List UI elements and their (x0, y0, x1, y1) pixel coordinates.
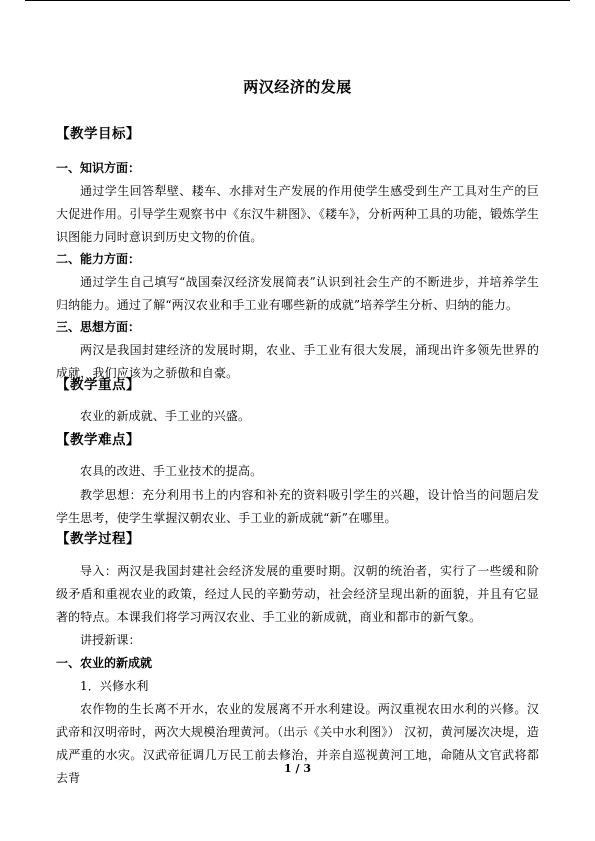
page-number: 1 / 3 (284, 762, 311, 775)
paragraph-irrigation: 农作物的生长离不开水，农业的发展离不开水利建设。两汉重视农田水利的兴修。汉武帝和汉明帝时，两次大规模治理黄河。（出示《关中水利图》） 汉初，黄河屡次决堤，造成严重的水灾。汉武帝征调几万民工前去修治，并亲自巡视黄河工地，命随从文官武将都去背 (56, 702, 539, 785)
subheading-ability: 二、能力方面： (56, 252, 141, 266)
heading-key-points: 【教学重点】 (56, 377, 140, 393)
paragraph-thought: 两汉是我国封建经济的发展时期，农业、手工业有很大发展，涌现出许多领先世界的成就，我们应该为之骄傲和自豪。 (56, 343, 539, 380)
subheading-agriculture: 一、农业的新成就 (56, 656, 153, 670)
heading-teaching-goals: 【教学目标】 (56, 126, 140, 142)
heading-teaching-process: 【教学过程】 (56, 531, 140, 547)
paragraph-difficulties: 农具的改进、手工业技术的提高。 (80, 464, 263, 478)
paragraph-key-points: 农业的新成就、手工业的兴盛。 (80, 409, 251, 423)
paragraph-knowledge: 通过学生回答犁壁、耧车、水排对生产发展的作用使学生感受到生产工具对生产的巨大促进作用。引导学生观察书中《东汉牛耕图》、《耧车》，分析两种工具的功能，锻炼学生识图能力同时意识到历史文物的价值。 (56, 184, 539, 244)
paragraph-ability: 通过学生自己填写“战国秦汉经济发展简表”认识到社会生产的不断进步，并培养学生归纳能力。通过了解“两汉农业和手工业有哪些新的成就”培养学生分析、归纳的能力。 (56, 275, 539, 312)
subheading-knowledge: 一、知识方面： (56, 161, 141, 175)
document-title: 两汉经济的发展 (243, 78, 352, 96)
heading-difficulties: 【教学难点】 (56, 432, 140, 448)
list-item-irrigation: 1．兴修水利 (80, 679, 149, 693)
header-rule (25, 0, 570, 1)
paragraph-teaching-idea: 教学思想：充分利用书上的内容和补充的资料吸引学生的兴趣，设计恰当的问题启发学生思考，使学生掌握汉朝农业、手工业的新成就“新”在哪里。 (56, 488, 539, 525)
paragraph-intro: 导入：两汉是我国封建社会经济发展的重要时期。汉朝的统治者，实行了一些缓和阶级矛盾和重视农业的政策，经过人民的辛勤劳动，社会经济呈现出新的面貌，并且有它显著的特点。本课我们将学习两汉农业、手工业的新成就，商业和都市的新气象。 (56, 564, 539, 624)
subheading-thought: 三、思想方面： (56, 320, 141, 334)
paragraph-new-lesson: 讲授新课： (80, 633, 141, 647)
